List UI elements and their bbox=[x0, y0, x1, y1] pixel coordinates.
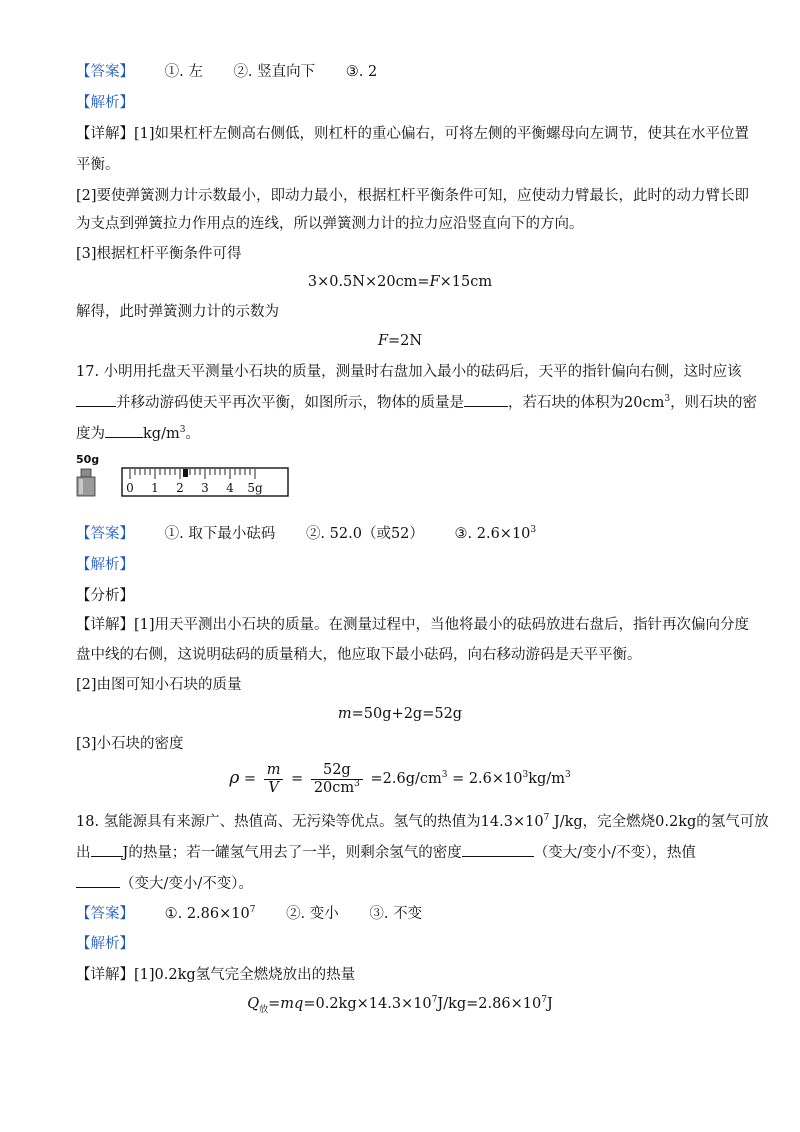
q18-l3: （变大/变小/不变）。 bbox=[120, 876, 254, 892]
heat-var-sub: 放 bbox=[259, 1004, 269, 1015]
eq1-var: F bbox=[429, 274, 440, 290]
rule-tick-label: 3 bbox=[201, 481, 209, 495]
q17-fenxi-label bbox=[76, 586, 728, 606]
q17-opt3-a: ③. 2.6×10 bbox=[454, 526, 531, 542]
q18-opt1-sup: 7 bbox=[249, 905, 256, 916]
q18-option-3: ③. 不变 bbox=[369, 906, 423, 922]
q18-l1-b: J/kg，完全燃烧0.2kg的氢气可放 bbox=[549, 814, 769, 830]
q17-stem-line-1: 17. 小明用托盘天平测量小石块的质量，测量时右盘加入最小的砝码后，天平的指针偏向右侧，这时应该 bbox=[76, 364, 742, 380]
fenxi-label: 【分析】 bbox=[76, 588, 134, 604]
q18-blank-2 bbox=[462, 842, 534, 857]
frac2-den-text: 20cm bbox=[313, 779, 355, 796]
heat-eq-sup-2: 7 bbox=[541, 995, 547, 1006]
q16-detail-line-2: 平衡。 bbox=[76, 157, 120, 173]
balance-figure bbox=[76, 452, 296, 504]
q16-detail-text-1: [1]如果杠杆左侧高右侧低，则杠杆的重心偏右，可将左侧的平衡螺母向左调节，使其在水平位置 bbox=[134, 126, 750, 142]
heat-eq-c: J/kg=2.86×10 bbox=[437, 996, 542, 1012]
q18-l2-a: 出 bbox=[76, 845, 91, 861]
q17-stem-line-2 bbox=[76, 392, 758, 413]
q16-point2-line-1: [2]要使弹簧测力计示数最小，即动力最小，根据杠杆平衡条件可知，应使动力臂最长，此时的动力臂长即 bbox=[76, 188, 750, 204]
eq2-var: F bbox=[377, 333, 388, 349]
rho-symbol: ρ bbox=[229, 768, 240, 788]
answer-label: 【答案】 bbox=[76, 906, 134, 922]
q16-analysis-label bbox=[76, 93, 728, 113]
rule-tick-label: 4 bbox=[226, 481, 234, 495]
answer-label: 【答案】 bbox=[76, 64, 134, 80]
eq1-right: ×15cm bbox=[439, 274, 493, 290]
frac2-den-sup: 3 bbox=[354, 778, 360, 789]
density-result-2: = 2.6×10 bbox=[447, 771, 523, 787]
q17-point3-line: [3]小石块的密度 bbox=[76, 736, 184, 752]
mass-eq-right: =50g+2g=52g bbox=[351, 706, 463, 722]
q18-answer-line bbox=[76, 904, 728, 924]
balance-figure-svg bbox=[76, 452, 296, 504]
q18-stem-line-3 bbox=[76, 873, 728, 894]
density-unit-sup: 3 bbox=[564, 770, 571, 781]
q17-detail-line-2: 盘中线的右侧，这说明砝码的质量稍大，他应取下最小砝码，向右移动游码是天平平衡。 bbox=[76, 647, 642, 663]
detail-label: 【详解】 bbox=[76, 967, 134, 983]
rule-tick-label: 5g bbox=[247, 481, 263, 495]
q17-stem-line-3 bbox=[76, 423, 728, 444]
rule-tick-label: 2 bbox=[176, 481, 184, 495]
q16-answer-line bbox=[76, 62, 728, 82]
fraction-numerator: m bbox=[264, 762, 284, 780]
analysis-label: 【解析】 bbox=[76, 936, 134, 952]
slider-rule bbox=[122, 468, 288, 496]
q17-l2-sup: 3 bbox=[664, 394, 671, 405]
q18-blank-1 bbox=[91, 842, 123, 857]
q18-blank-3 bbox=[76, 873, 120, 888]
fraction-value-numerator: 52g bbox=[311, 762, 363, 780]
eq-sign-2: = bbox=[291, 771, 304, 787]
density-result-2-sup: 3 bbox=[522, 770, 529, 781]
q17-detail-line-1 bbox=[76, 615, 750, 635]
q18-heat-equation bbox=[0, 994, 800, 1014]
q18-opt1-a: ①. 2.86×10 bbox=[164, 906, 250, 922]
q16-equation-2 bbox=[0, 331, 800, 351]
eq2-right: =2N bbox=[388, 333, 423, 349]
density-result-1-sup: 3 bbox=[441, 770, 448, 781]
heat-mq: mq bbox=[280, 996, 304, 1012]
fraction-m-over-v bbox=[264, 762, 284, 797]
q18-stem-line-1 bbox=[76, 812, 769, 832]
q17-option-2: ②. 52.0（或52） bbox=[305, 526, 424, 542]
q17-option-3 bbox=[455, 526, 537, 542]
rule-tick-label: 0 bbox=[126, 481, 134, 495]
answer-label: 【答案】 bbox=[76, 526, 134, 542]
q17-mass-equation bbox=[0, 704, 800, 724]
q17-detail-text-1: [1]用天平测出小石块的质量。在测量过程中，当他将最小的砝码放进右盘后，指针再次偏向分度 bbox=[134, 617, 750, 633]
q16-point2-line-2: 为支点到弹簧拉力作用点的连线，所以弹簧测力计的拉力应沿竖直向下的方向。 bbox=[76, 216, 584, 232]
analysis-label: 【解析】 bbox=[76, 95, 134, 111]
weight-icon bbox=[77, 469, 95, 496]
density-unit: kg/m bbox=[528, 771, 565, 787]
heat-eq-b: =0.2kg×14.3×10 bbox=[303, 996, 432, 1012]
q17-l2-b: ，若石块的体积为20cm bbox=[508, 395, 665, 411]
q18-detail-text: [1]0.2kg氢气完全燃烧放出的热量 bbox=[134, 967, 356, 983]
q17-opt3-sup: 3 bbox=[530, 525, 537, 536]
q18-l1-sup: 7 bbox=[543, 813, 550, 824]
q16-detail-line-1 bbox=[76, 124, 750, 144]
fraction-value-denominator bbox=[311, 780, 363, 797]
q17-answer-line bbox=[76, 524, 728, 544]
q16-option-2: ②. 竖直向下 bbox=[233, 64, 316, 80]
q17-l2-a: 并移动游码使天平再次平衡，如图所示，物体的质量是 bbox=[116, 395, 464, 411]
q18-l1-a: 18. 氢能源具有来源广、热值高、无污染等优点。氢气的热值为14.3×10 bbox=[76, 814, 544, 830]
detail-label: 【详解】 bbox=[76, 126, 134, 142]
detail-label: 【详解】 bbox=[76, 617, 134, 633]
q17-analysis-label bbox=[76, 555, 728, 575]
q17-l3-sup: 3 bbox=[179, 425, 186, 436]
q16-option-3: ③. 2 bbox=[345, 64, 378, 80]
q17-l2-c: ，则石块的密 bbox=[670, 395, 758, 411]
rule-tick-label: 1 bbox=[151, 481, 159, 495]
q17-l3-b: kg/m bbox=[143, 426, 180, 442]
q17-blank-1 bbox=[76, 392, 116, 407]
heat-eq-sup-1: 7 bbox=[431, 995, 438, 1006]
analysis-label: 【解析】 bbox=[76, 557, 134, 573]
heat-eq-sign: = bbox=[268, 996, 281, 1012]
q18-option-1 bbox=[165, 906, 256, 922]
heat-var: Q bbox=[247, 996, 260, 1012]
fraction-values bbox=[311, 762, 363, 797]
q17-point2-line: [2]由图可知小石块的质量 bbox=[76, 677, 242, 693]
q17-blank-2 bbox=[464, 392, 508, 407]
heat-eq-d: J bbox=[546, 996, 553, 1012]
q16-point3-line: [3]根据杠杆平衡条件可得 bbox=[76, 246, 242, 262]
q16-option-1: ①. 左 bbox=[164, 64, 203, 80]
density-equation bbox=[0, 758, 800, 798]
q18-analysis-label bbox=[76, 934, 728, 954]
q16-solve-line: 解得，此时弹簧测力计的示数为 bbox=[76, 304, 279, 320]
q17-l3-c: 。 bbox=[185, 426, 200, 442]
eq-sign-1: = bbox=[243, 771, 257, 787]
q17-option-1: ①. 取下最小砝码 bbox=[164, 526, 276, 542]
mass-var: m bbox=[337, 706, 352, 722]
q17-l3-a: 度为 bbox=[76, 426, 105, 442]
fraction-denominator: V bbox=[268, 779, 279, 796]
q18-detail-line bbox=[76, 965, 728, 985]
q18-option-2: ②. 变小 bbox=[286, 906, 339, 922]
q18-l2-b: J的热量；若一罐氢气用去了一半，则剩余氢气的密度 bbox=[122, 845, 462, 861]
density-result-1: =2.6g/cm bbox=[370, 771, 442, 787]
weight-label: 50g bbox=[76, 453, 100, 466]
rider-marker bbox=[183, 469, 188, 477]
eq1-left: 3×0.5N×20cm= bbox=[307, 274, 430, 290]
q18-l2-c: （变大/变小/不变），热值 bbox=[533, 845, 696, 861]
q18-stem-line-2 bbox=[76, 842, 728, 863]
q17-blank-3 bbox=[105, 423, 143, 438]
q16-equation-1 bbox=[0, 272, 800, 292]
